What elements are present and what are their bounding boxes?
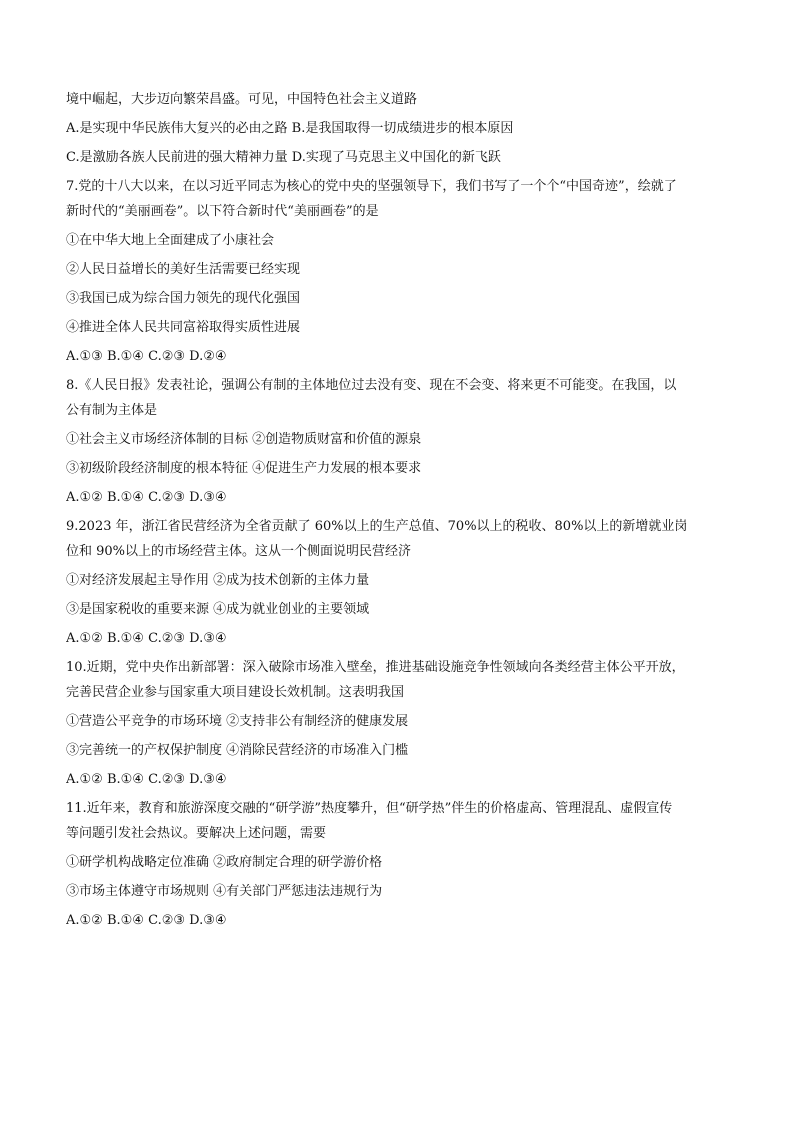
q6-options-cd: C.是激励各族人民前进的强大精神力量 D.实现了马克思主义中国化的新飞跃 (66, 150, 501, 165)
q7-item-3: ③我国已成为综合国力领先的现代化强国 (66, 291, 301, 306)
q7-stem-continuation: 新时代的“美丽画卷”。以下符合新时代“美丽画卷”的是 (66, 204, 379, 219)
q9-options: A.①② B.①④ C.②③ D.③④ (66, 631, 227, 646)
q11-stem-continuation: 等问题引发社会热议。要解决上述问题，需要 (66, 826, 327, 841)
q6-options-ab: A.是实现中华民族伟大复兴的必由之路 B.是我国取得一切成绩进步的根本原因 (66, 121, 514, 136)
q8-stem-continuation: 公有制为主体是 (66, 403, 158, 418)
document-page (66, 90, 736, 940)
q8-items-12: ①社会主义市场经济体制的目标 ②创造物质财富和价值的源泉 (66, 432, 422, 447)
q9-stem: 9.2023 年，浙江省民营经济为全省贡献了 60%以上的生产总值、70%以上的税收、80%以上的新增就业岗 (66, 519, 688, 534)
q8-options: A.①② B.①④ C.②③ D.③④ (66, 490, 227, 505)
q11-items-34: ③市场主体遵守市场规则 ④有关部门严惩违法违规行为 (66, 884, 383, 899)
q7-stem: 7.党的十八大以来，在以习近平同志为核心的党中央的坚强领导下，我们书写了一个个“中国奇迹”，绘就了 (66, 179, 677, 194)
q10-items-12: ①营造公平竞争的市场环境 ②支持非公有制经济的健康发展 (66, 714, 409, 729)
q9-items-12: ①对经济发展起主导作用 ②成为技术创新的主体力量 (66, 573, 370, 588)
q8-items-34: ③初级阶段经济制度的根本特征 ④促进生产力发展的根本要求 (66, 461, 422, 476)
q9-stem-continuation: 位和 90%以上的市场经营主体。这从一个侧面说明民营经济 (66, 544, 412, 559)
q7-item-4: ④推进全体人民共同富裕取得实质性进展 (66, 320, 301, 335)
q11-items-12: ①研学机构战略定位准确 ②政府制定合理的研学游价格 (66, 855, 383, 870)
q8-stem: 8.《人民日报》发表社论，强调公有制的主体地位过去没有变、现在不会变、将来更不可能变。在我国，以 (66, 378, 677, 393)
q7-item-1: ①在中华大地上全面建成了小康社会 (66, 233, 275, 248)
q6-stem-continuation: 境中崛起，大步迈向繁荣昌盛。可见，中国特色社会主义道路 (66, 92, 418, 107)
q10-stem-continuation: 完善民营企业参与国家重大项目建设长效机制。这表明我国 (66, 685, 405, 700)
q11-options: A.①② B.①④ C.②③ D.③④ (66, 913, 227, 928)
q7-item-2: ②人民日益增长的美好生活需要已经实现 (66, 262, 301, 277)
q10-stem: 10.近期，党中央作出新部署：深入破除市场准入壁垒，推进基础设施竞争性领域向各类经营主体公平开放， (66, 660, 685, 675)
q10-options: A.①② B.①④ C.②③ D.③④ (66, 772, 227, 787)
q7-options: A.①③ B.①④ C.②③ D.②④ (66, 349, 227, 364)
q9-items-34: ③是国家税收的重要来源 ④成为就业创业的主要领域 (66, 602, 370, 617)
q11-stem: 11.近年来，教育和旅游深度交融的“研学游”热度攀升，但“研学热”伴生的价格虚高、管理混乱、虚假宣传 (66, 801, 673, 816)
q10-items-34: ③完善统一的产权保护制度 ④消除民营经济的市场准入门槛 (66, 743, 409, 758)
